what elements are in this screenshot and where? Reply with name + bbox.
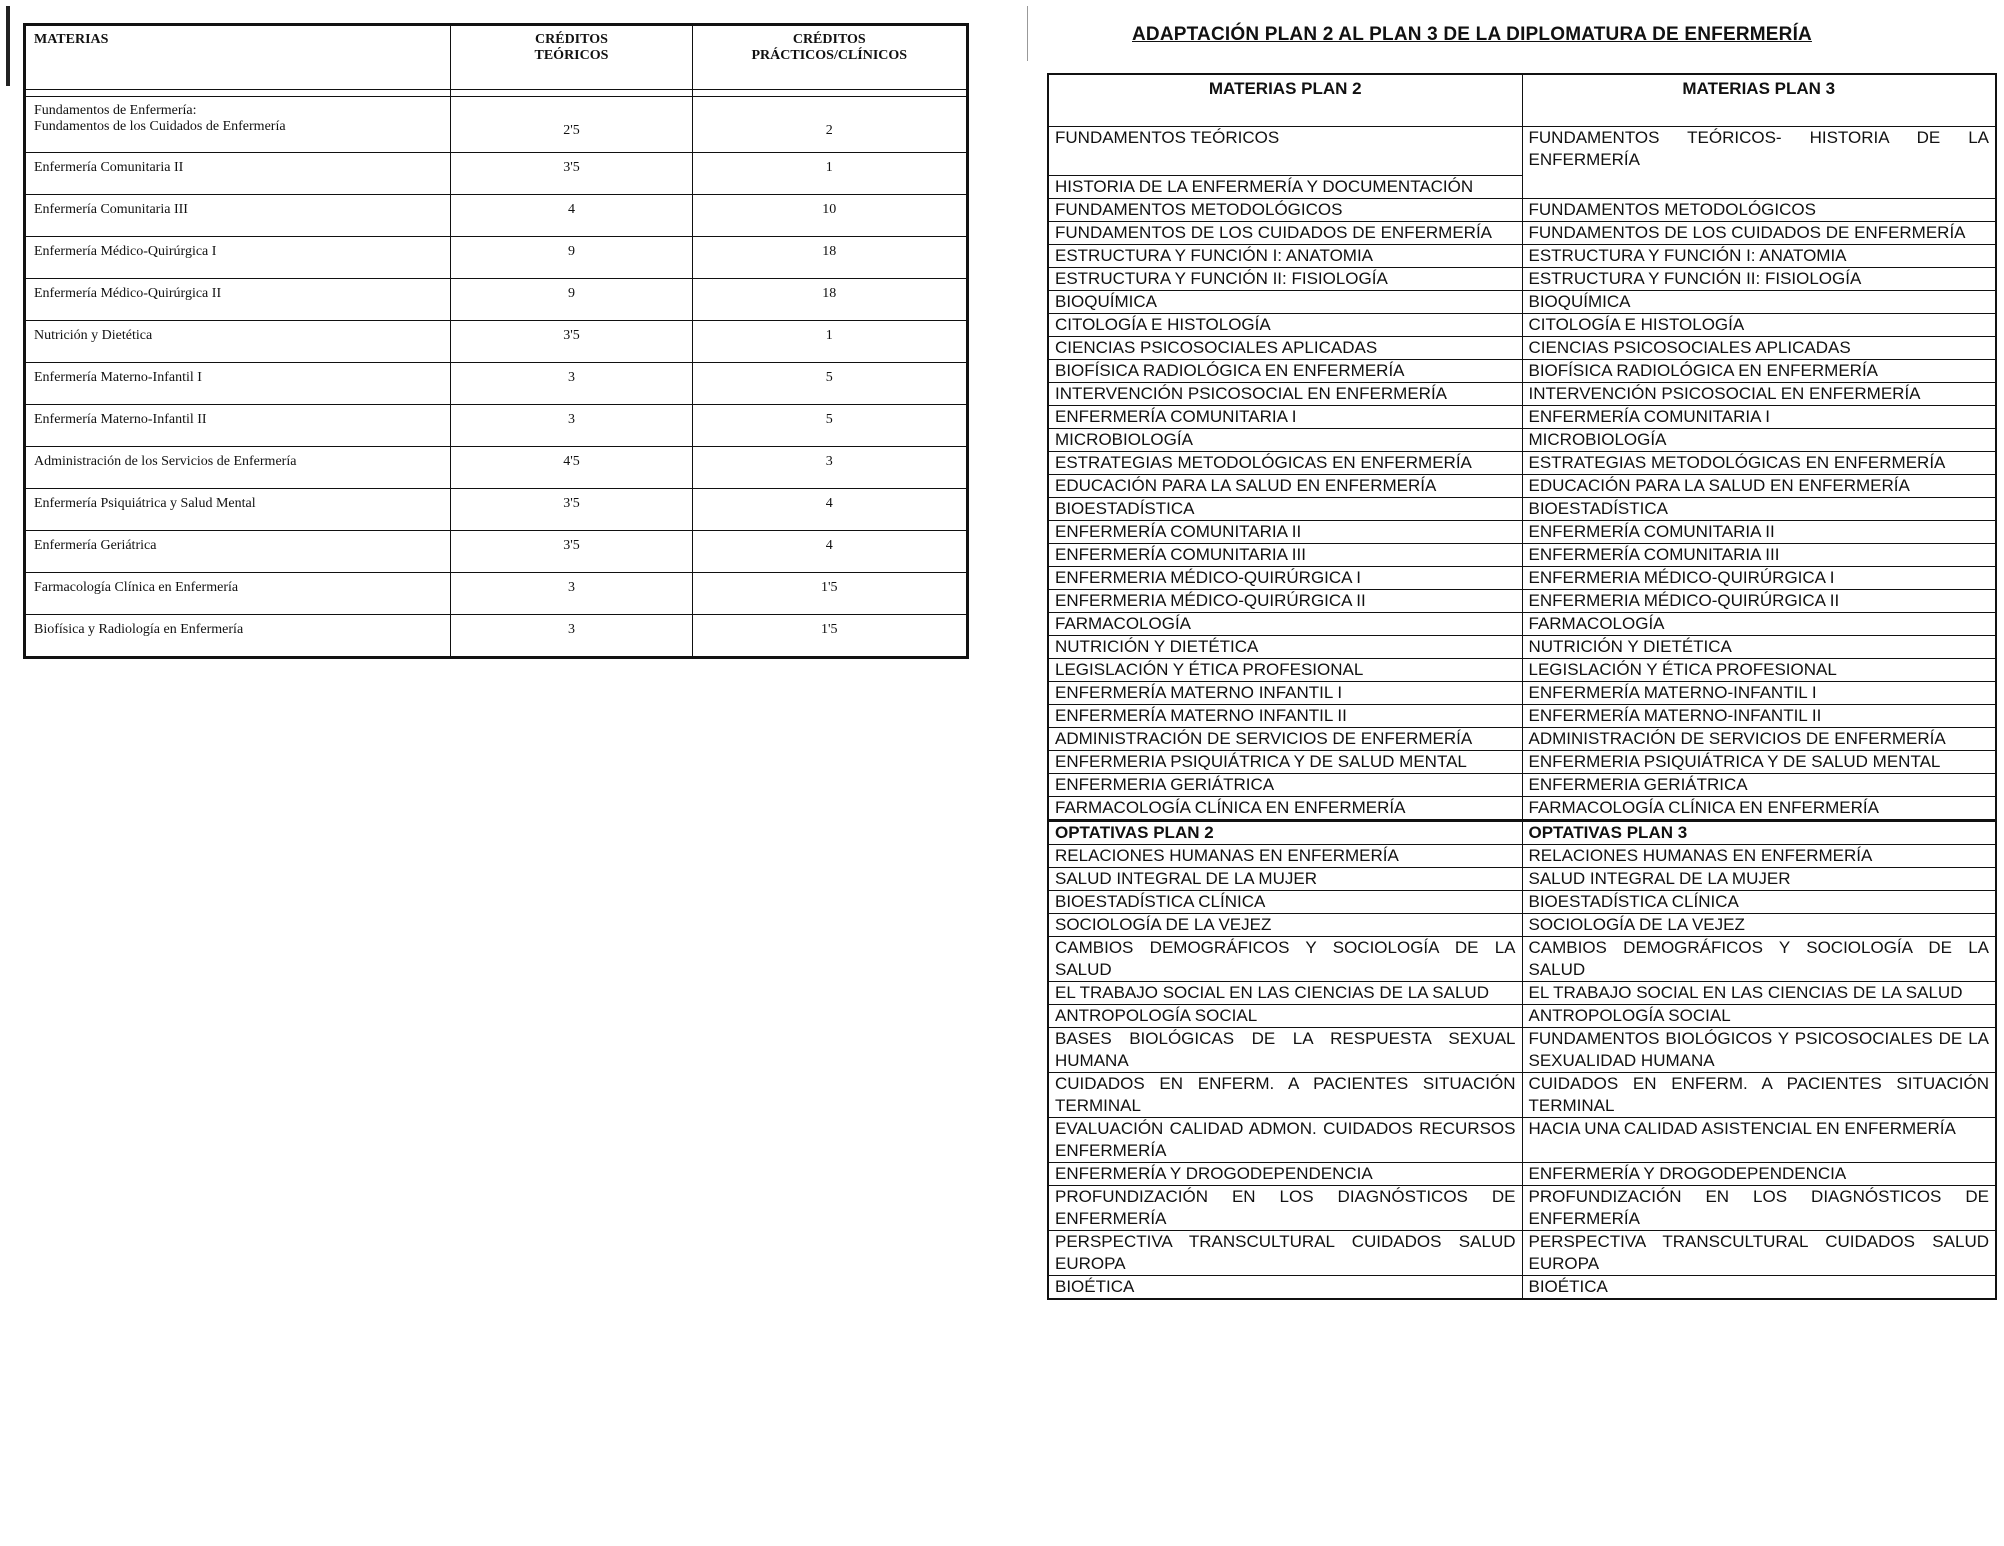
plan2-subject: EDUCACIÓN PARA LA SALUD EN ENFERMERÍA: [1048, 475, 1522, 498]
table-row: [1048, 590, 1996, 613]
table-row: [1048, 845, 1996, 868]
subject-name-line2: Fundamentos de los Cuidados de Enfermería: [34, 119, 286, 134]
plan2-subject: ESTRUCTURA Y FUNCIÓN II: FISIOLOGÍA: [1048, 268, 1522, 291]
subject-name: [25, 97, 451, 153]
plan3-subject: EDUCACIÓN PARA LA SALUD EN ENFERMERÍA: [1522, 475, 1996, 498]
plan2-subject: ENFERMERÍA COMUNITARIA I: [1048, 406, 1522, 429]
creditos-teoricos-value: 9: [451, 279, 692, 321]
table-row: [25, 97, 968, 153]
optativa-plan2: BIOESTADÍSTICA CLÍNICA: [1048, 891, 1522, 914]
header-optativas-plan3: OPTATIVAS PLAN 3: [1522, 821, 1996, 845]
credits-table: [23, 23, 969, 659]
plan3-subject: ESTRATEGIAS METODOLÓGICAS EN ENFERMERÍA: [1522, 452, 1996, 475]
creditos-practicos-value: 1'5: [692, 615, 967, 658]
creditos-teoricos-value: 4'5: [451, 447, 692, 489]
plan3-subject: FARMACOLOGÍA CLÍNICA EN ENFERMERÍA: [1522, 797, 1996, 821]
creditos-teoricos-value: 3: [451, 363, 692, 405]
plan3-subject: ESTRUCTURA Y FUNCIÓN II: FISIOLOGÍA: [1522, 268, 1996, 291]
header-creditos-teoricos: [451, 25, 692, 90]
table-row: [1048, 1231, 1996, 1276]
optativa-plan2: CAMBIOS DEMOGRÁFICOS Y SOCIOLOGÍA DE LA SALUD: [1048, 937, 1522, 982]
header-creditos-practicos: [692, 25, 967, 90]
plan2-subject: FARMACOLOGÍA: [1048, 613, 1522, 636]
creditos-teoricos-value: 2'5: [451, 97, 692, 153]
subject-name: Farmacología Clínica en Enfermería: [25, 573, 451, 615]
optativa-plan2: PROFUNDIZACIÓN EN LOS DIAGNÓSTICOS DE ENFERMERÍA: [1048, 1186, 1522, 1231]
creditos-teoricos-value: 3'5: [451, 531, 692, 573]
table-row: [1048, 1186, 1996, 1231]
plan2-subject: ESTRUCTURA Y FUNCIÓN I: ANATOMIA: [1048, 245, 1522, 268]
table-row: [1048, 797, 1996, 821]
optativa-plan2: EL TRABAJO SOCIAL EN LAS CIENCIAS DE LA SALUD: [1048, 982, 1522, 1005]
optativa-plan2: ENFERMERÍA Y DROGODEPENDENCIA: [1048, 1163, 1522, 1186]
table-row: [25, 573, 968, 615]
table-row: [1048, 127, 1996, 176]
table-row: [1048, 199, 1996, 222]
plan2-subject: LEGISLACIÓN Y ÉTICA PROFESIONAL: [1048, 659, 1522, 682]
creditos-practicos-value: 1: [692, 321, 967, 363]
table-row: [1048, 613, 1996, 636]
subject-name-line1: Fundamentos de Enfermería:: [34, 103, 197, 118]
creditos-practicos-value: 4: [692, 531, 967, 573]
adaptation-table: [1047, 73, 1997, 1300]
creditos-teoricos-value: 3: [451, 405, 692, 447]
table-row: [25, 489, 968, 531]
header-plan2: MATERIAS PLAN 2: [1048, 74, 1522, 127]
table-row: [1048, 360, 1996, 383]
table-row: [1048, 429, 1996, 452]
page-margin-mark: [6, 6, 10, 86]
table-row: [1048, 314, 1996, 337]
plan3-subject: INTERVENCIÓN PSICOSOCIAL EN ENFERMERÍA: [1522, 383, 1996, 406]
table-row: [1048, 636, 1996, 659]
table-row: [25, 195, 968, 237]
plan2-subject: ENFERMERIA MÉDICO-QUIRÚRGICA I: [1048, 567, 1522, 590]
optativa-plan2: CUIDADOS EN ENFERM. A PACIENTES SITUACIÓN TERMINAL: [1048, 1073, 1522, 1118]
plan3-subject: CIENCIAS PSICOSOCIALES APLICADAS: [1522, 337, 1996, 360]
plan2-subject: ADMINISTRACIÓN DE SERVICIOS DE ENFERMERÍA: [1048, 728, 1522, 751]
table-row: [1048, 1118, 1996, 1163]
table-row: [1048, 268, 1996, 291]
optativa-plan2: PERSPECTIVA TRANSCULTURAL CUIDADOS SALUD EUROPA: [1048, 1231, 1522, 1276]
plan3-subject: FUNDAMENTOS TEÓRICOS- HISTORIA DE LA ENFERMERÍA: [1522, 127, 1996, 199]
subject-name: Enfermería Materno-Infantil II: [25, 405, 451, 447]
table-row: [1048, 1028, 1996, 1073]
table-row: [25, 279, 968, 321]
creditos-practicos-value: 4: [692, 489, 967, 531]
optativa-plan3: CUIDADOS EN ENFERM. A PACIENTES SITUACIÓN TERMINAL: [1522, 1073, 1996, 1118]
creditos-teoricos-value: 3'5: [451, 489, 692, 531]
table-row: [1048, 544, 1996, 567]
table-row: [25, 321, 968, 363]
plan2-subject: CITOLOGÍA E HISTOLOGÍA: [1048, 314, 1522, 337]
header-materias: MATERIAS: [25, 25, 451, 90]
adaptation-header-row: [1048, 74, 1996, 127]
header-practicos-line2: PRÁCTICOS/CLÍNICOS: [751, 48, 908, 64]
plan3-subject: BIOESTADÍSTICA: [1522, 498, 1996, 521]
table-row: [1048, 1276, 1996, 1300]
table-row: [1048, 452, 1996, 475]
header-plan3: MATERIAS PLAN 3: [1522, 74, 1996, 127]
table-row: [1048, 1163, 1996, 1186]
subject-name: Enfermería Médico-Quirúrgica II: [25, 279, 451, 321]
optativa-plan3: BIOÉTICA: [1522, 1276, 1996, 1300]
table-row: [25, 405, 968, 447]
optativa-plan3: RELACIONES HUMANAS EN ENFERMERÍA: [1522, 845, 1996, 868]
plan3-subject: MICROBIOLOGÍA: [1522, 429, 1996, 452]
subject-name: Enfermería Materno-Infantil I: [25, 363, 451, 405]
creditos-practicos-value: 10: [692, 195, 967, 237]
credits-header-row: [25, 25, 968, 90]
subject-name: Enfermería Psiquiátrica y Salud Mental: [25, 489, 451, 531]
optativa-plan3: CAMBIOS DEMOGRÁFICOS Y SOCIOLOGÍA DE LA SALUD: [1522, 937, 1996, 982]
header-teoricos-line1: CRÉDITOS: [535, 32, 608, 47]
plan3-subject: ENFERMERÍA MATERNO-INFANTIL II: [1522, 705, 1996, 728]
page-title: ADAPTACIÓN PLAN 2 AL PLAN 3 DE LA DIPLOMATURA DE ENFERMERÍA: [1132, 24, 1812, 45]
subject-name: Enfermería Comunitaria III: [25, 195, 451, 237]
plan3-subject: ENFERMERIA PSIQUIÁTRICA Y DE SALUD MENTAL: [1522, 751, 1996, 774]
plan3-subject: ENFERMERIA GERIÁTRICA: [1522, 774, 1996, 797]
creditos-practicos-value: 5: [692, 363, 967, 405]
plan2-subject: ENFERMERIA MÉDICO-QUIRÚRGICA II: [1048, 590, 1522, 613]
table-row: [25, 447, 968, 489]
plan2-subject: BIOESTADÍSTICA: [1048, 498, 1522, 521]
plan2-subject: FUNDAMENTOS METODOLÓGICOS: [1048, 199, 1522, 222]
plan2-subject: BIOFÍSICA RADIOLÓGICA EN ENFERMERÍA: [1048, 360, 1522, 383]
table-row: [25, 531, 968, 573]
plan2-subject: BIOQUÍMICA: [1048, 291, 1522, 314]
plan3-subject: FUNDAMENTOS METODOLÓGICOS: [1522, 199, 1996, 222]
creditos-practicos-value: 1: [692, 153, 967, 195]
header-teoricos-line2: TEÓRICOS: [534, 48, 609, 64]
plan3-subject: ADMINISTRACIÓN DE SERVICIOS DE ENFERMERÍA: [1522, 728, 1996, 751]
table-row: [1048, 659, 1996, 682]
table-row: [1048, 682, 1996, 705]
table-row: [1048, 705, 1996, 728]
optativa-plan3: ANTROPOLOGÍA SOCIAL: [1522, 1005, 1996, 1028]
creditos-practicos-value: 18: [692, 237, 967, 279]
table-row: [1048, 383, 1996, 406]
plan3-subject: NUTRICIÓN Y DIETÉTICA: [1522, 636, 1996, 659]
creditos-teoricos-value: 4: [451, 195, 692, 237]
table-row: [1048, 728, 1996, 751]
optativa-plan3: SALUD INTEGRAL DE LA MUJER: [1522, 868, 1996, 891]
plan2-subject: CIENCIAS PSICOSOCIALES APLICADAS: [1048, 337, 1522, 360]
table-row: [1048, 868, 1996, 891]
plan3-subject: ESTRUCTURA Y FUNCIÓN I: ANATOMIA: [1522, 245, 1996, 268]
creditos-practicos-value: 2: [692, 97, 967, 153]
table-row: [1048, 521, 1996, 544]
table-row: [1048, 291, 1996, 314]
plan3-subject: BIOQUÍMICA: [1522, 291, 1996, 314]
table-row: [25, 363, 968, 405]
plan3-subject: ENFERMERIA MÉDICO-QUIRÚRGICA I: [1522, 567, 1996, 590]
table-row: [1048, 774, 1996, 797]
creditos-teoricos-value: 3'5: [451, 153, 692, 195]
plan3-subject: ENFERMERÍA MATERNO-INFANTIL I: [1522, 682, 1996, 705]
table-row: [1048, 498, 1996, 521]
optativas-header-row: [1048, 821, 1996, 845]
table-row: [1048, 567, 1996, 590]
plan2-subject: ESTRATEGIAS METODOLÓGICAS EN ENFERMERÍA: [1048, 452, 1522, 475]
optativa-plan3: BIOESTADÍSTICA CLÍNICA: [1522, 891, 1996, 914]
plan3-subject: FARMACOLOGÍA: [1522, 613, 1996, 636]
optativa-plan3: SOCIOLOGÍA DE LA VEJEZ: [1522, 914, 1996, 937]
optativa-plan3: HACIA UNA CALIDAD ASISTENCIAL EN ENFERMERÍA: [1522, 1118, 1996, 1163]
column-divider-mark: [1027, 6, 1028, 61]
creditos-practicos-value: 18: [692, 279, 967, 321]
spacer-row: [25, 90, 968, 97]
plan2-subject: HISTORIA DE LA ENFERMERÍA Y DOCUMENTACIÓN: [1048, 176, 1522, 199]
table-row: [1048, 337, 1996, 360]
subject-name: Enfermería Comunitaria II: [25, 153, 451, 195]
optativa-plan2: SALUD INTEGRAL DE LA MUJER: [1048, 868, 1522, 891]
optativa-plan2: SOCIOLOGÍA DE LA VEJEZ: [1048, 914, 1522, 937]
plan2-subject: ENFERMERIA PSIQUIÁTRICA Y DE SALUD MENTAL: [1048, 751, 1522, 774]
optativa-plan2: BIOÉTICA: [1048, 1276, 1522, 1300]
table-row: [25, 153, 968, 195]
plan2-subject: FUNDAMENTOS DE LOS CUIDADOS DE ENFERMERÍA: [1048, 222, 1522, 245]
creditos-teoricos-value: 3'5: [451, 321, 692, 363]
plan2-subject: ENFERMERIA GERIÁTRICA: [1048, 774, 1522, 797]
plan2-subject: ENFERMERÍA COMUNITARIA III: [1048, 544, 1522, 567]
creditos-teoricos-value: 9: [451, 237, 692, 279]
table-row: [1048, 1005, 1996, 1028]
creditos-practicos-value: 5: [692, 405, 967, 447]
plan2-subject: NUTRICIÓN Y DIETÉTICA: [1048, 636, 1522, 659]
plan3-subject: ENFERMERIA MÉDICO-QUIRÚRGICA II: [1522, 590, 1996, 613]
optativa-plan3: PROFUNDIZACIÓN EN LOS DIAGNÓSTICOS DE ENFERMERÍA: [1522, 1186, 1996, 1231]
table-row: [1048, 406, 1996, 429]
header-optativas-plan2: OPTATIVAS PLAN 2: [1048, 821, 1522, 845]
table-row: [1048, 891, 1996, 914]
optativa-plan2: BASES BIOLÓGICAS DE LA RESPUESTA SEXUAL HUMANA: [1048, 1028, 1522, 1073]
plan2-subject: ENFERMERÍA COMUNITARIA II: [1048, 521, 1522, 544]
plan2-subject: ENFERMERÍA MATERNO INFANTIL I: [1048, 682, 1522, 705]
creditos-practicos-value: 1'5: [692, 573, 967, 615]
creditos-teoricos-value: 3: [451, 573, 692, 615]
plan3-subject: CITOLOGÍA E HISTOLOGÍA: [1522, 314, 1996, 337]
plan3-subject: LEGISLACIÓN Y ÉTICA PROFESIONAL: [1522, 659, 1996, 682]
optativa-plan2: RELACIONES HUMANAS EN ENFERMERÍA: [1048, 845, 1522, 868]
table-row: [25, 237, 968, 279]
plan2-subject: INTERVENCIÓN PSICOSOCIAL EN ENFERMERÍA: [1048, 383, 1522, 406]
subject-name: Nutrición y Dietética: [25, 321, 451, 363]
optativa-plan3: PERSPECTIVA TRANSCULTURAL CUIDADOS SALUD EUROPA: [1522, 1231, 1996, 1276]
subject-name: Biofísica y Radiología en Enfermería: [25, 615, 451, 658]
plan3-subject: ENFERMERÍA COMUNITARIA I: [1522, 406, 1996, 429]
creditos-practicos-value: 3: [692, 447, 967, 489]
table-row: [1048, 222, 1996, 245]
plan2-subject: FUNDAMENTOS TEÓRICOS: [1048, 127, 1522, 176]
subject-name: Administración de los Servicios de Enfermería: [25, 447, 451, 489]
plan2-subject: FARMACOLOGÍA CLÍNICA EN ENFERMERÍA: [1048, 797, 1522, 821]
plan3-subject: ENFERMERÍA COMUNITARIA III: [1522, 544, 1996, 567]
table-row: [1048, 245, 1996, 268]
table-row: [1048, 751, 1996, 774]
table-row: [1048, 914, 1996, 937]
optativa-plan3: ENFERMERÍA Y DROGODEPENDENCIA: [1522, 1163, 1996, 1186]
subject-name: Enfermería Médico-Quirúrgica I: [25, 237, 451, 279]
optativa-plan3: EL TRABAJO SOCIAL EN LAS CIENCIAS DE LA SALUD: [1522, 982, 1996, 1005]
optativa-plan2: ANTROPOLOGÍA SOCIAL: [1048, 1005, 1522, 1028]
table-row: [1048, 1073, 1996, 1118]
table-row: [25, 615, 968, 658]
subject-name: Enfermería Geriátrica: [25, 531, 451, 573]
plan2-subject: MICROBIOLOGÍA: [1048, 429, 1522, 452]
optativa-plan2: EVALUACIÓN CALIDAD ADMON. CUIDADOS RECURSOS ENFERMERÍA: [1048, 1118, 1522, 1163]
table-row: [1048, 982, 1996, 1005]
plan3-subject: BIOFÍSICA RADIOLÓGICA EN ENFERMERÍA: [1522, 360, 1996, 383]
plan3-subject: FUNDAMENTOS DE LOS CUIDADOS DE ENFERMERÍA: [1522, 222, 1996, 245]
creditos-teoricos-value: 3: [451, 615, 692, 658]
table-row: [1048, 937, 1996, 982]
optativa-plan3: FUNDAMENTOS BIOLÓGICOS Y PSICOSOCIALES DE LA SEXUALIDAD HUMANA: [1522, 1028, 1996, 1073]
table-row: [1048, 475, 1996, 498]
plan2-subject: ENFERMERÍA MATERNO INFANTIL II: [1048, 705, 1522, 728]
plan3-subject: ENFERMERÍA COMUNITARIA II: [1522, 521, 1996, 544]
header-practicos-line1: CRÉDITOS: [792, 32, 866, 47]
